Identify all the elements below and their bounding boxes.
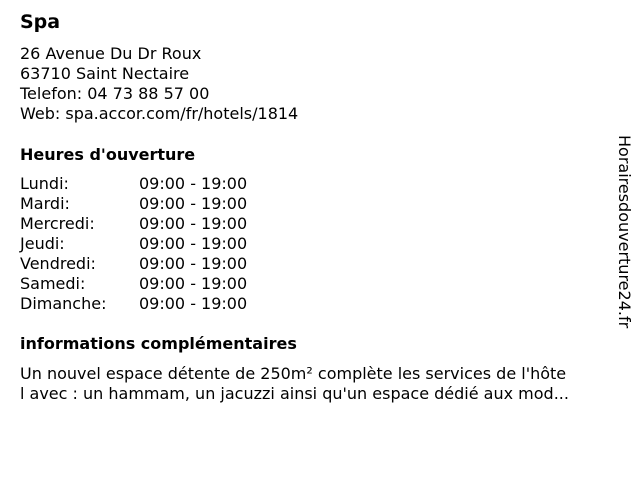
additional-info-text bbox=[20, 364, 620, 404]
hours-row bbox=[20, 274, 280, 294]
street-address: 26 Avenue Du Dr Roux bbox=[20, 44, 202, 63]
opening-hours-list bbox=[20, 174, 280, 314]
time-range: 09:00 - 19:00 bbox=[139, 294, 248, 313]
time-range: 09:00 - 19:00 bbox=[139, 174, 248, 193]
page-title: Spa bbox=[20, 11, 61, 33]
hours-row bbox=[20, 294, 280, 314]
description-line: l avec : un hammam, un jacuzzi ainsi qu'un espace dédié aux mod... bbox=[20, 384, 569, 403]
site-watermark bbox=[612, 135, 636, 345]
day-label: Lundi: bbox=[20, 174, 69, 193]
description-line: Un nouvel espace détente de 250m² complète les services de l'hôte bbox=[20, 364, 567, 383]
day-label: Vendredi: bbox=[20, 254, 96, 273]
watermark-text: Horairesdouverture24.fr bbox=[615, 135, 634, 329]
city-postcode: 63710 Saint Nectaire bbox=[20, 64, 190, 83]
day-label: Jeudi: bbox=[20, 234, 65, 253]
time-range: 09:00 - 19:00 bbox=[139, 274, 248, 293]
hours-row bbox=[20, 234, 280, 254]
day-label: Dimanche: bbox=[20, 294, 107, 313]
opening-hours-heading: Heures d'ouverture bbox=[20, 145, 196, 164]
time-range: 09:00 - 19:00 bbox=[139, 254, 248, 273]
additional-info-heading: informations complémentaires bbox=[20, 334, 297, 353]
hours-row bbox=[20, 174, 280, 194]
hours-row bbox=[20, 254, 280, 274]
website: Web: spa.accor.com/fr/hotels/1814 bbox=[20, 104, 299, 123]
hours-row bbox=[20, 214, 280, 234]
hours-row bbox=[20, 194, 280, 214]
day-label: Mardi: bbox=[20, 194, 70, 213]
time-range: 09:00 - 19:00 bbox=[139, 214, 248, 233]
time-range: 09:00 - 19:00 bbox=[139, 194, 248, 213]
time-range: 09:00 - 19:00 bbox=[139, 234, 248, 253]
day-label: Samedi: bbox=[20, 274, 86, 293]
phone-number: Telefon: 04 73 88 57 00 bbox=[20, 84, 210, 103]
address-block bbox=[20, 44, 298, 124]
day-label: Mercredi: bbox=[20, 214, 95, 233]
